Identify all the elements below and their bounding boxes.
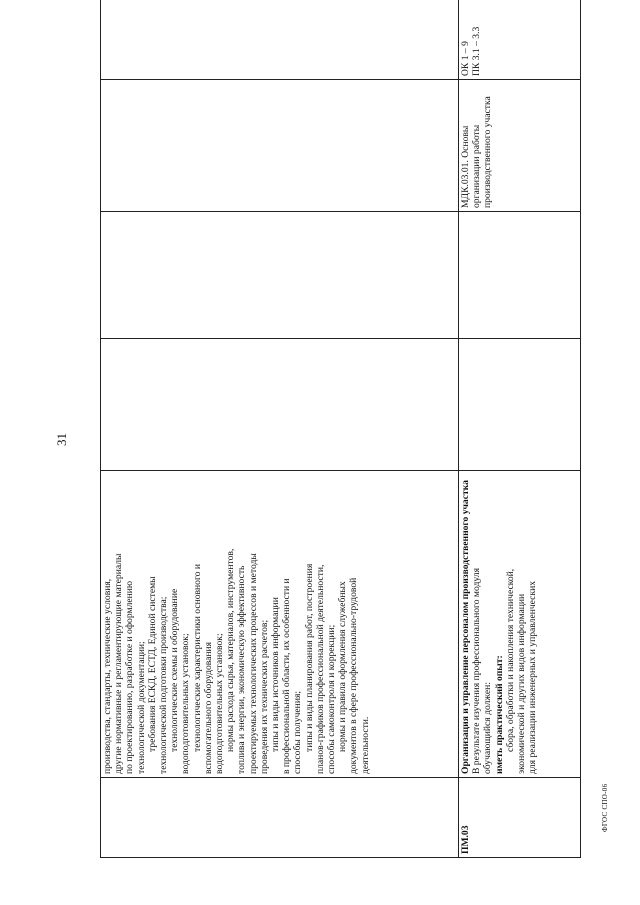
footer-label: ФГОС СПО-06 xyxy=(601,783,609,832)
empty-cell xyxy=(101,339,459,471)
content-line: документов в сфере профессионально-трудовой xyxy=(348,577,360,774)
content-line: сбора, обработки и накопления технической, xyxy=(504,568,516,752)
table-row xyxy=(101,0,459,858)
content-line: типы и виды планирования работ, построения xyxy=(303,563,315,752)
content-line: типы и виды источников информации xyxy=(270,597,282,752)
content-line: планов-графиков профессиональной деятельности, xyxy=(314,564,326,774)
content-line: водоподготовительных установок; xyxy=(180,633,192,774)
mdk-cell: МДК.03.01. Основы организации работы производственного участка xyxy=(459,80,581,212)
content-cell xyxy=(101,471,459,778)
competency-cell xyxy=(101,0,459,80)
content-line: по проектированию, разработке и оформлению xyxy=(124,580,136,774)
content-line: производства, стандарты, технические условия, xyxy=(102,578,113,774)
content-line: нормы и правила оформления служебных xyxy=(337,581,349,752)
content-line: требования ЕСКД, ЕСТД, Единой системы xyxy=(146,576,158,752)
competency-ok: ОК 1 – 9 xyxy=(460,41,471,76)
content-line: технологические характеристики основного и xyxy=(191,563,203,752)
content-line: экономической и других видов информации xyxy=(516,593,528,774)
content-line: технологической подготовки производства; xyxy=(158,596,170,774)
mdk-cell xyxy=(101,80,459,212)
content-line: нормы расхода сырья, материалов, инструментов, xyxy=(225,548,237,752)
content-line: способы самоконтроля и коррекции; xyxy=(326,624,338,774)
module-table xyxy=(100,0,581,858)
content-line: в профессиональной области, их особенности и xyxy=(281,578,293,774)
content-line: проектируемых технологических процессов и методы xyxy=(247,553,259,774)
content-line: проведения их технических расчетов; xyxy=(258,619,270,774)
content-line: другие нормативные и регламентирующие материалы xyxy=(113,553,125,774)
page-number: 31 xyxy=(54,433,69,446)
content-line: технологические схемы и оборудование xyxy=(169,588,181,752)
content-line: вспомогательного оборудования xyxy=(202,641,214,774)
content-line: способы получения; xyxy=(292,690,304,774)
content-line: обучающийся должен: xyxy=(482,682,494,774)
content-cell xyxy=(459,471,581,778)
module-code: ПМ.03 xyxy=(459,778,581,858)
module-table-sheet xyxy=(100,26,580,858)
content-lines xyxy=(102,474,371,774)
content-line: деятельности. xyxy=(359,716,371,774)
content-line: В результате изучения профессионального модуля xyxy=(471,568,483,774)
empty-cell xyxy=(459,339,581,471)
table-row xyxy=(459,0,581,858)
content-line: водоподготовительных установок; xyxy=(214,633,226,774)
content-line: технологической документации; xyxy=(135,641,147,774)
module-title: Организация и управление персоналом производственного участка xyxy=(460,480,471,774)
empty-cell xyxy=(101,212,459,339)
content-line: топлива и энергии, экономическую эффективность xyxy=(236,565,248,774)
competency-cell xyxy=(459,0,581,80)
competency-pk: ПК 3.1 – 3.3 xyxy=(471,26,483,76)
content-lines xyxy=(471,474,538,774)
empty-cell xyxy=(459,212,581,339)
content-line: иметь практический опыт: xyxy=(493,655,505,774)
content-line: для реализации инженерных и управленческих xyxy=(527,580,539,774)
code-cell xyxy=(101,778,459,858)
